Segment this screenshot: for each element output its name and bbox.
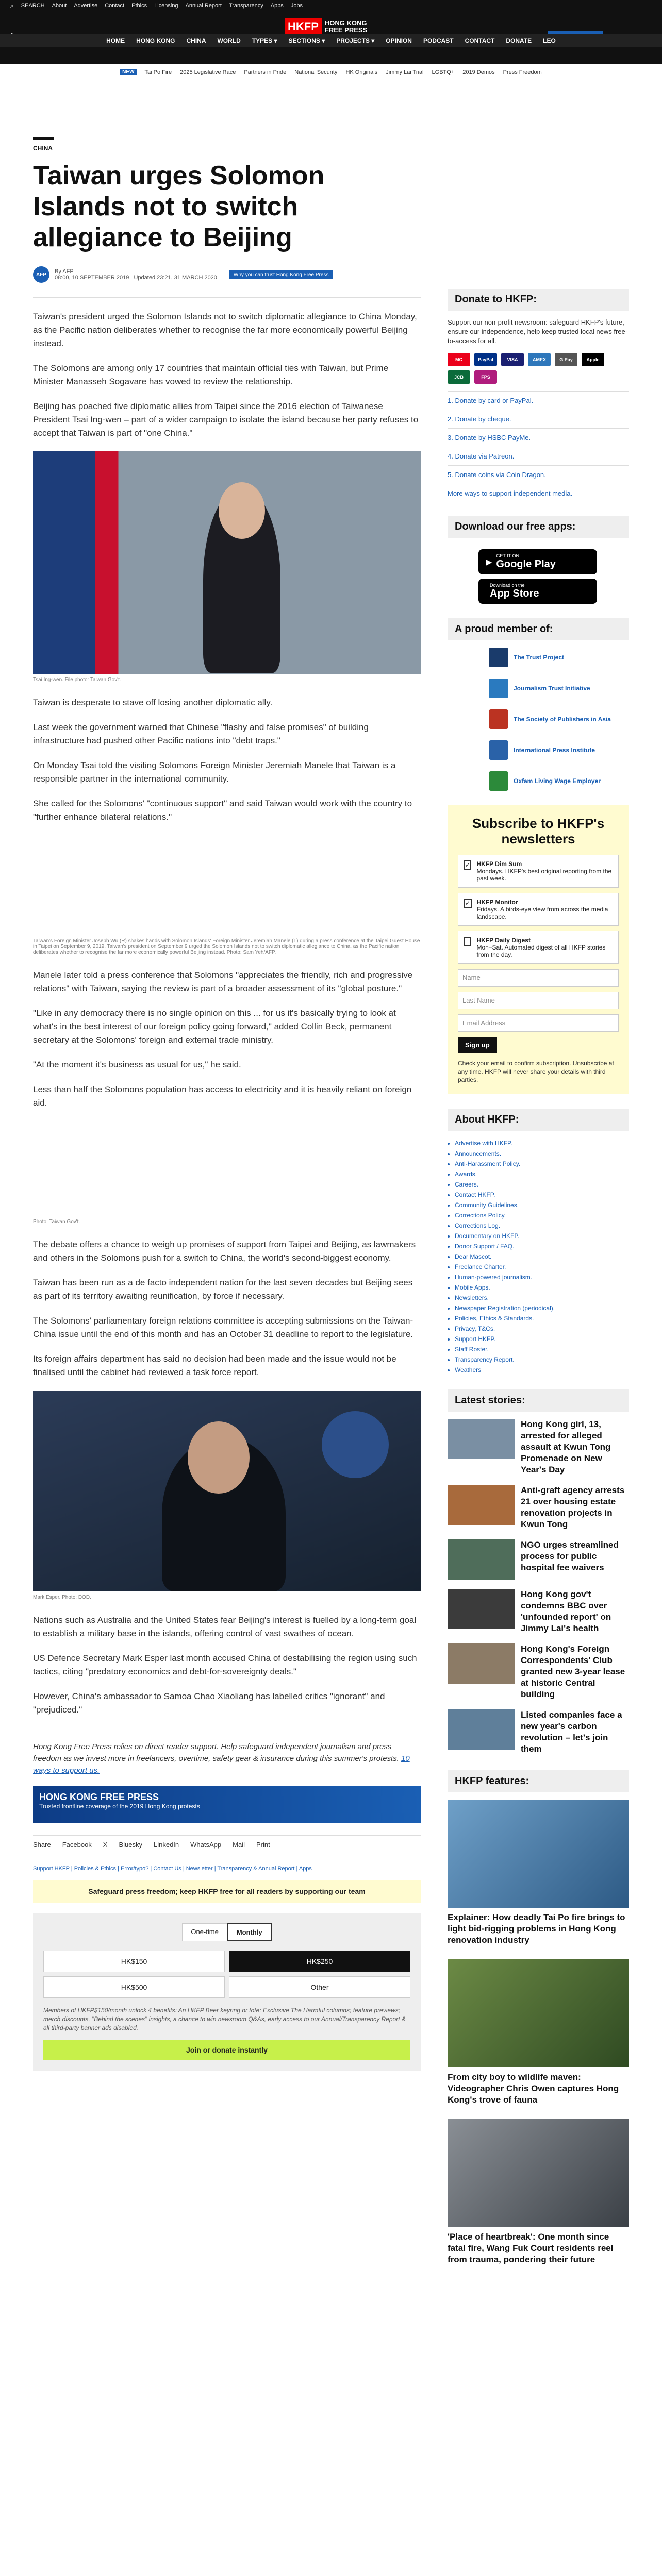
first-name-input[interactable]: Name — [458, 969, 619, 987]
more-ways-link[interactable]: More ways to support independent media. — [448, 484, 629, 502]
feature-story[interactable] — [448, 2119, 629, 2265]
last-name-input[interactable]: Last Name — [458, 992, 619, 1009]
fps-icon: FPS — [474, 370, 497, 384]
face-shape — [219, 482, 265, 539]
latest-story[interactable] — [448, 1485, 629, 1530]
trending-link[interactable]: 2019 Demos — [462, 69, 495, 75]
topbar-advertise[interactable]: Advertise — [74, 3, 98, 9]
topbar-transparency[interactable]: Transparency — [228, 3, 263, 9]
author-name[interactable]: By AFP — [55, 268, 74, 275]
article — [33, 137, 421, 2071]
newsletter-option[interactable] — [458, 893, 619, 926]
paypal-icon: PayPal — [474, 353, 497, 366]
nav-types[interactable]: TYPES ▾ — [252, 37, 277, 44]
divider — [33, 297, 421, 298]
about-link[interactable]: • Privacy, T&Cs. — [455, 1324, 629, 1334]
topbar-about[interactable]: About — [52, 3, 67, 9]
publish-date: 08:00, 10 SEPTEMBER 2019 — [55, 275, 129, 281]
topbar-annual-report[interactable]: Annual Report — [185, 3, 222, 9]
member-jti[interactable] — [489, 679, 629, 698]
trust-link[interactable]: Why you can trust Hong Kong Free Press — [229, 270, 333, 279]
topbar-ethics[interactable]: Ethics — [131, 3, 147, 9]
trending-bar — [0, 65, 662, 79]
member-benefits: Members of HKFP$150/month unlock 4 benefits: An HKFP Beer keyring or tote; Exclusive The Harmful columns; feature previews; merch discounts, "Behind the scenes" insights, a chance to win newsroom Q&As, early access to our Annual/Transparency Report & all third-party banner ads disabled. — [43, 2007, 406, 2031]
trending-link[interactable]: Partners in Pride — [244, 69, 287, 75]
newsletter-desc: Fridays. A birds-eye view from across the media landscape. — [476, 906, 608, 920]
amount-option[interactable]: Other — [229, 1976, 410, 1998]
footer-links[interactable]: Support HKFP | Policies & Ethics | Error/typo? | Contact Us | Newsletter | Transparency & Annual Report | Apps — [33, 1866, 312, 1872]
paragraph: Last week the government warned that Chinese "flashy and false promises" of building infrastructure had pushed other Pacific nations into "debt traps." — [33, 722, 369, 745]
site-logo[interactable] — [285, 18, 367, 36]
checkbox-checked-icon[interactable]: ✓ — [464, 899, 472, 908]
amount-grid — [43, 1951, 410, 1998]
about-link[interactable]: • Transparency Report. — [455, 1354, 629, 1365]
about-link[interactable]: • Documentary on HKFP. — [455, 1231, 629, 1241]
nav-opinion[interactable]: OPINION — [386, 37, 412, 44]
member-label: Oxfam Living Wage Employer — [514, 777, 601, 785]
feature-image — [448, 1800, 629, 1908]
about-link[interactable]: • Careers. — [455, 1179, 629, 1190]
share-bar — [33, 1835, 421, 1854]
paragraph: Its foreign affairs department has said no decision had been made and the issue would not be finalised until the cabinet had reviewed a task force report. — [33, 1354, 396, 1377]
paragraph: "At the moment it's business as usual for us," he said. — [33, 1060, 241, 1070]
logo-text — [325, 20, 367, 34]
support-note-text: Hong Kong Free Press relies on direct reader support. Help safeguard independent journalism and press freedom as we invest more in freelancers, overtime, safety gear & insurance during this summer's protests. — [33, 1742, 399, 1763]
newsletter-box — [448, 805, 629, 1094]
paragraph: Less than half the Solomons population has access to electricity and it is heavily reliant on foreign aid. — [33, 1084, 412, 1108]
oxfam-logo — [489, 771, 508, 791]
story-thumbnail — [448, 1485, 515, 1525]
paragraph: The Solomons are among only 17 countries that maintain official ties with Taiwan, but Prime Minister Manasseh Sogavare has vowed to review the relationship. — [33, 363, 389, 386]
seal-emblem — [322, 1411, 389, 1478]
author-avatar: AFP — [33, 266, 49, 283]
feature-image — [448, 2119, 629, 2227]
paragraph: Taiwan is desperate to stave off losing another diplomatic ally. — [33, 698, 273, 707]
tsai-photo — [33, 451, 421, 674]
newsletter-option[interactable] — [458, 931, 619, 964]
nav-contact[interactable]: CONTACT — [465, 37, 495, 44]
about-link[interactable]: • Anti-Harassment Policy. — [455, 1159, 629, 1169]
newsletter-name: HKFP Dim Sum — [476, 860, 522, 868]
features-heading: HKFP features: — [448, 1770, 629, 1792]
about-link[interactable]: • Dear Mascot. — [455, 1251, 629, 1262]
banner-title: HONG KONG FREE PRESS — [39, 1792, 159, 1802]
latest-heading: Latest stories: — [448, 1389, 629, 1412]
support-note — [33, 1741, 421, 1776]
donate-text: Support our non-profit newsroom: safeguard HKFP's future, ensure our independence, help keep trusted local news free-to-access for all. — [448, 318, 628, 345]
nav-podcast[interactable]: PODCAST — [423, 37, 454, 44]
support-us-link[interactable]: 10 ways to support us. — [33, 1754, 410, 1775]
member-label: Journalism Trust Initiative — [514, 685, 590, 692]
jcb-icon: JCB — [448, 370, 470, 384]
share-x[interactable]: X — [103, 1841, 108, 1849]
newsletter-name: HKFP Monitor — [476, 899, 518, 906]
paragraph: Manele later told a press conference that Solomons "appreciates the friendly, rich and progressive relations" with Taiwan, saying the review is part of a broader assessment of its "global posture." — [33, 970, 413, 993]
checkbox-icon[interactable] — [464, 937, 471, 946]
photo-caption: Taiwan's Foreign Minister Joseph Wu (R) shakes hands with Solomon Islands' Foreign Minister Jeremiah Manele (L) during a press conference at the Taipei Guest House in Taipei on September 9, 2019. Taiwan's president on September 9 urged the Solomon Islands not to switch diplomatic allegiance to China, as the Pacific nation deliberates whether to recognise the far more economically powerful Beijing instead. Photo: Sam Yeh/AFP. — [33, 938, 420, 955]
signup-button[interactable]: Sign up — [458, 1037, 497, 1053]
trending-link[interactable]: Press Freedom — [503, 69, 542, 75]
about-link[interactable]: • Policies, Ethics & Standards. — [455, 1313, 629, 1324]
topbar-apps[interactable]: Apps — [270, 3, 284, 9]
newsletter-option[interactable] — [458, 855, 619, 888]
newsletter-desc: Mon–Sat. Automated digest of all HKFP stories from the day. — [476, 944, 606, 958]
member-heading: A proud member of: — [448, 618, 629, 640]
mastercard-icon: MC — [448, 353, 470, 366]
paragraph: She called for the Solomons' "continuous support" and said Taiwan would work with the country to "further enhance bilateral relations." — [33, 799, 412, 822]
nav-hong-kong[interactable]: HONG KONG — [136, 37, 175, 44]
about-heading: About HKFP: — [448, 1109, 629, 1131]
join-button[interactable]: Join or donate instantly — [43, 2040, 410, 2060]
story-thumbnail — [448, 1709, 515, 1750]
about-link[interactable]: • Community Guidelines. — [455, 1200, 629, 1210]
applepay-icon: Apple — [582, 353, 604, 366]
nav-home[interactable]: HOME — [106, 37, 125, 44]
monthly-option[interactable]: Monthly — [227, 1923, 272, 1941]
story-title: NGO urges streamlined process for public hospital fee waivers — [521, 1540, 619, 1572]
story-thumbnail — [448, 1539, 515, 1580]
paragraph: Taiwan's president urged the Solomon Islands not to switch diplomatic allegiance to China Monday, as the Pacific nation deliberates whether to recognise the far more economically powerful Beijing instead. — [33, 312, 417, 348]
story-thumbnail — [448, 1643, 515, 1684]
about-link[interactable]: • Corrections Log. — [455, 1221, 629, 1231]
about-link[interactable]: • Donor Support / FAQ. — [455, 1241, 629, 1251]
about-link[interactable]: • Mobile Apps. — [455, 1282, 629, 1293]
share-facebook[interactable]: Facebook — [62, 1841, 92, 1849]
jti-logo — [489, 679, 508, 698]
feature-title: From city boy to wildlife maven: Videographer Chris Owen captures Hong Kong's trove of fauna — [448, 2072, 619, 2105]
feature-story[interactable] — [448, 1959, 629, 2106]
share-whatsapp[interactable]: WhatsApp — [190, 1841, 222, 1849]
share-print[interactable]: Print — [256, 1841, 270, 1849]
as-big-text: App Store — [490, 588, 539, 599]
member-label: The Trust Project — [514, 654, 565, 661]
story-title: Anti-graft agency arrests 21 over housing estate renovation projects in Kwun Tong — [521, 1485, 625, 1529]
about-link[interactable]: • Contact HKFP. — [455, 1190, 629, 1200]
photo-caption: Photo: Taiwan Gov't. — [33, 1219, 80, 1225]
frequency-toggle — [43, 1923, 410, 1941]
trust-project-logo — [489, 648, 508, 667]
one-time-option[interactable]: One-time — [182, 1923, 227, 1941]
paragraph: The debate offers a chance to weigh up promises of support from Taipei and Beijing, as lawmakers and others in the Solomons push for a switch to China, the world's second-biggest economy. — [33, 1240, 416, 1263]
about-link[interactable]: • Announcements. — [455, 1148, 629, 1159]
trending-link[interactable]: Jimmy Lai Trial — [386, 69, 424, 75]
donate-option[interactable]: 4. Donate via Patreon. — [448, 447, 629, 465]
story-title: Hong Kong gov't condemns BBC over 'unfounded report' on Jimmy Lai's health — [521, 1589, 611, 1633]
feature-story[interactable] — [448, 1800, 629, 1946]
logo-line-2: FREE PRESS — [324, 26, 368, 34]
gpay-icon: G Pay — [555, 353, 577, 366]
trending-link[interactable]: LGBTQ+ — [432, 69, 455, 75]
photo-caption: Mark Esper. Photo: DOD. — [33, 1595, 91, 1600]
article-title: Taiwan urges Solomon Islands not to switch allegiance to Beijing — [33, 161, 325, 252]
paragraph: Beijing has poached five diplomatic allies from Taipei since the 2016 election of Taiwanese President Tsai Ing-wen – part of a wider campaign to isolate the island because her party refuses to accept that Taiwan is part of "one China." — [33, 401, 419, 438]
face-shape — [188, 1421, 250, 1494]
about-link[interactable]: • Newsletters. — [455, 1293, 629, 1303]
amex-icon: AMEX — [528, 353, 551, 366]
google-play-button[interactable] — [478, 549, 597, 574]
story-title: Hong Kong girl, 13, arrested for alleged assault at Kwun Tong Promenade on New Year's Day — [521, 1419, 611, 1475]
nav-projects[interactable]: PROJECTS ▾ — [336, 37, 375, 44]
topbar-licensing[interactable]: Licensing — [154, 3, 178, 9]
paragraph: Taiwan has been run as a de facto independent nation for the last seven decades but Beijing sees as part of its territory awaiting reunification, by force if necessary. — [33, 1278, 413, 1301]
member-label: International Press Institute — [514, 747, 595, 754]
share-bluesky[interactable]: Bluesky — [119, 1841, 142, 1849]
nav-china[interactable]: CHINA — [186, 37, 206, 44]
email-input[interactable]: Email Address — [458, 1014, 619, 1032]
about-link[interactable]: • Corrections Policy. — [455, 1210, 629, 1221]
nav-leo[interactable]: LEO — [543, 37, 556, 44]
nav-world[interactable]: WORLD — [217, 37, 241, 44]
safeguard-banner[interactable]: Safeguard press freedom; keep HKFP free for all readers by supporting our team — [33, 1880, 421, 1903]
topbar-search[interactable]: SEARCH — [21, 3, 45, 9]
logo-line-1: HONG KONG — [324, 19, 367, 27]
trending-link[interactable]: National Security — [294, 69, 338, 75]
category-rule — [33, 137, 54, 140]
about-link[interactable]: • Awards. — [455, 1169, 629, 1179]
amount-option-selected[interactable]: HK$250 — [229, 1951, 410, 1972]
feature-image — [448, 1959, 629, 2067]
top-utility-bar — [0, 0, 662, 11]
donation-box — [33, 1913, 421, 2071]
about-link[interactable]: • Advertise with HKFP. — [455, 1138, 629, 1148]
share-mail[interactable]: Mail — [233, 1841, 245, 1849]
latest-story[interactable] — [448, 1539, 629, 1580]
nav-sections[interactable]: SECTIONS ▾ — [288, 37, 325, 44]
paragraph: On Monday Tsai told the visiting Solomons Foreign Minister Jeremiah Manele that Taiwan is a responsible partner in the international community. — [33, 760, 396, 784]
as-small-text: Download on the — [490, 583, 525, 588]
about-link[interactable]: • Weathers — [455, 1365, 629, 1375]
ipi-logo — [489, 740, 508, 760]
esper-photo — [33, 1391, 421, 1591]
payment-icons — [448, 353, 629, 384]
logo-mark: HKFP — [285, 18, 322, 36]
story-title: Hong Kong's Foreign Correspondents' Club granted new 3-year lease at historic Central building — [521, 1644, 625, 1699]
story-title: Listed companies face a new year's carbon revolution – let's join them — [521, 1710, 622, 1754]
sidebar — [448, 289, 629, 2279]
newsletter-note: Check your email to confirm subscription. Unsubscribe at any time. HKFP will never share your details with third parties. — [458, 1060, 614, 1083]
hkfp-banner[interactable] — [33, 1786, 421, 1823]
newsletter-title: Subscribe to HKFP's newsletters — [472, 816, 605, 846]
new-badge: NEW — [120, 69, 136, 75]
member-sopa[interactable] — [489, 709, 629, 729]
paragraph: "Like in any democracy there is no single opinion on this ... for us it's basically trying to look at what's in the best interest of our foreign policy going forward," added Collin Beck, permanent secretary at the Solomons' foreign and external trade ministry. — [33, 1008, 396, 1045]
trending-link[interactable]: Tai Po Fire — [144, 69, 172, 75]
share-label: Share — [33, 1841, 51, 1849]
paragraph: The Solomons' parliamentary foreign relations committee is accepting submissions on the Taiwan-China issue until the end of this month and has an October 31 deadline to report to the legislature. — [33, 1316, 413, 1339]
paragraph: However, China's ambassador to Samoa Chao Xiaoliang has labelled critics "ignorant" and "prejudiced." — [33, 1691, 385, 1715]
donate-option[interactable]: 1. Donate by card or PayPal. — [448, 391, 629, 410]
latest-story[interactable] — [448, 1709, 629, 1755]
latest-story[interactable] — [448, 1419, 629, 1476]
nav-donate[interactable]: DONATE — [506, 37, 532, 44]
play-icon: ▶ — [486, 557, 492, 567]
apps-heading: Download our free apps: — [448, 516, 629, 538]
member-trust-project[interactable] — [489, 648, 629, 667]
ad-space — [33, 1121, 421, 1219]
banner-subtitle: Trusted frontline coverage of the 2019 Hong Kong protests — [39, 1803, 200, 1810]
amount-option[interactable]: HK$150 — [43, 1951, 225, 1972]
about-link[interactable]: • Human-powered journalism. — [455, 1272, 629, 1282]
gp-big-text: Google Play — [496, 558, 556, 570]
about-link[interactable]: • Newspaper Registration (periodical). — [455, 1303, 629, 1313]
latest-story[interactable] — [448, 1643, 629, 1700]
main-nav — [0, 34, 662, 47]
topbar-jobs[interactable]: Jobs — [290, 3, 303, 9]
feature-title: 'Place of heartbreak': One month since fatal fire, Wang Fuk Court residents reel from trauma, pondering their future — [448, 2232, 614, 2264]
gp-small-text: GET IT ON — [496, 553, 519, 558]
trending-link[interactable]: 2025 Legislative Race — [180, 69, 236, 75]
about-list — [448, 1138, 629, 1375]
story-thumbnail — [448, 1419, 515, 1459]
about-link[interactable]: • Support HKFP. — [455, 1334, 629, 1344]
about-link[interactable]: • Staff Roster. — [455, 1344, 629, 1354]
photo-caption: Tsai Ing-wen. File photo: Taiwan Gov't. — [33, 677, 121, 683]
byline — [33, 266, 421, 283]
donate-option[interactable]: 3. Donate by HSBC PayMe. — [448, 428, 629, 447]
checkbox-checked-icon[interactable]: ✓ — [464, 860, 471, 870]
donate-option[interactable]: 5. Donate coins via Coin Dragon. — [448, 465, 629, 484]
donate-heading: Donate to HKFP: — [448, 289, 629, 311]
sopa-logo — [489, 709, 508, 729]
app-store-button[interactable] — [478, 579, 597, 604]
paragraph: US Defence Secretary Mark Esper last month accused China of destabilising the region using such tactics, citing "predatory economics and debt-for-sovereignty deals." — [33, 1653, 417, 1676]
ad-space — [33, 835, 421, 938]
newsletter-desc: Mondays. HKFP's best original reporting from the past week. — [476, 868, 612, 882]
member-label: The Society of Publishers in Asia — [514, 716, 611, 723]
newsletter-name: HKFP Daily Digest — [476, 937, 531, 944]
member-oxfam[interactable] — [489, 771, 629, 791]
story-thumbnail — [448, 1589, 515, 1629]
updated-date: Updated 23:21, 31 MARCH 2020 — [134, 275, 217, 281]
search-icon[interactable]: ⌕ — [10, 2, 14, 9]
amount-option[interactable]: HK$500 — [43, 1976, 225, 1998]
visa-icon: VISA — [501, 353, 524, 366]
about-link[interactable]: • Freelance Charter. — [455, 1262, 629, 1272]
feature-title: Explainer: How deadly Tai Po fire brings to light bid-rigging problems in Hong Kong renovation industry — [448, 1912, 625, 1945]
donate-option[interactable]: 2. Donate by cheque. — [448, 410, 629, 428]
member-ipi[interactable] — [489, 740, 629, 760]
paragraph: Nations such as Australia and the United States fear Beijing's interest is fuelled by a long-term goal to establish a military base in the islands, offering control of vast swathes of ocean. — [33, 1615, 417, 1638]
latest-story[interactable] — [448, 1589, 629, 1634]
share-linkedin[interactable]: LinkedIn — [154, 1841, 179, 1849]
trending-link[interactable]: HK Originals — [345, 69, 378, 75]
article-category[interactable]: CHINA — [33, 145, 53, 152]
topbar-contact[interactable]: Contact — [105, 3, 125, 9]
